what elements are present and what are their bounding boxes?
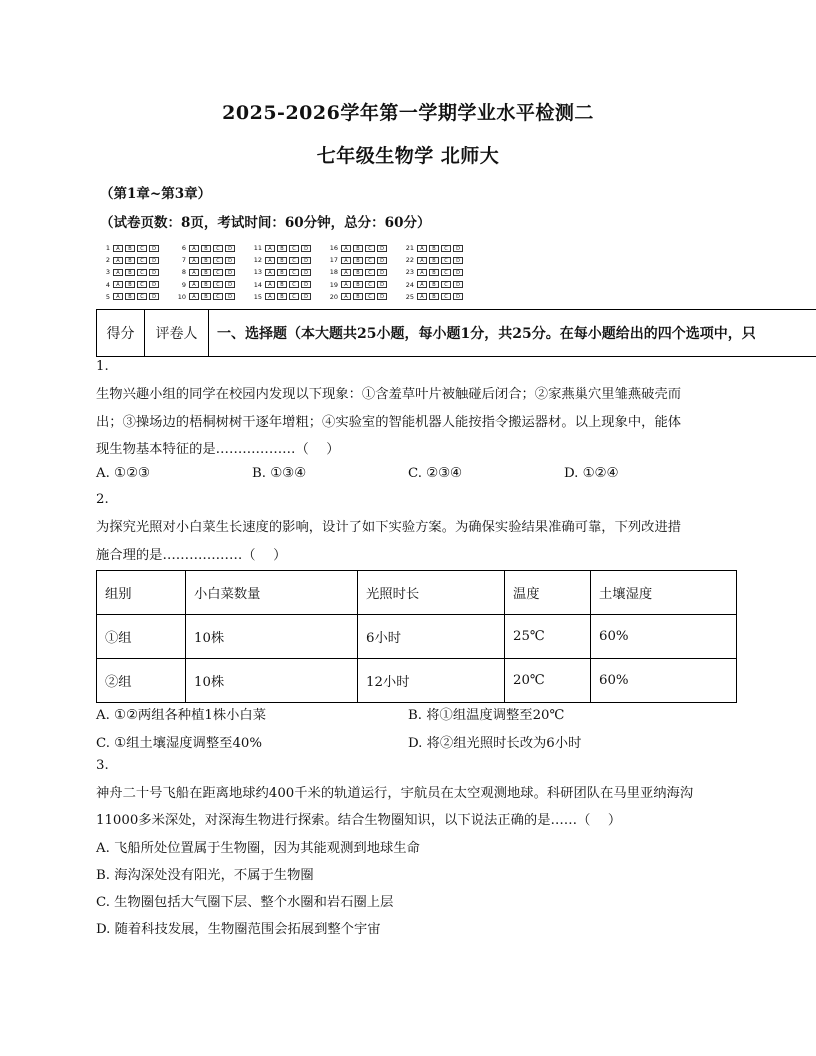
answer-bubble-c[interactable]: C — [289, 269, 299, 276]
answer-bubble-a[interactable]: A — [113, 281, 123, 288]
answer-bubble-d[interactable]: D — [301, 281, 311, 288]
answer-bubble-b[interactable]: B — [125, 269, 135, 276]
answer-sheet-item — [402, 279, 465, 291]
answer-bubble-d[interactable]: D — [301, 257, 311, 264]
answer-bubble-c[interactable]: C — [441, 281, 451, 288]
answer-sheet-question-number: 13 — [253, 268, 262, 277]
answer-bubble-c[interactable]: C — [137, 257, 147, 264]
answer-bubble-b[interactable]: B — [277, 245, 287, 252]
grader-cell: 评卷人 — [145, 310, 209, 356]
answer-bubble-a[interactable]: A — [113, 245, 123, 252]
answer-bubble-b[interactable]: B — [277, 281, 287, 288]
answer-sheet-question-number: 17 — [329, 256, 338, 265]
answer-sheet-item — [174, 254, 237, 266]
answer-bubble-a[interactable]: A — [189, 257, 199, 264]
answer-bubble-a[interactable]: A — [189, 245, 199, 252]
answer-sheet-question-number: 1 — [105, 244, 110, 252]
answer-bubble-c[interactable]: C — [213, 281, 223, 288]
table-cell: 10株 — [186, 615, 358, 659]
answer-bubble-d[interactable]: D — [149, 257, 159, 264]
answer-sheet-item — [402, 242, 465, 254]
answer-sheet-question-number: 25 — [405, 292, 414, 301]
q2-number: 2. — [96, 492, 109, 507]
answer-bubble-a[interactable]: A — [417, 281, 427, 288]
answer-sheet-question-number: 19 — [329, 280, 338, 289]
answer-bubble-b[interactable]: B — [429, 245, 439, 252]
table-cell: 60% — [591, 615, 737, 659]
answer-bubble-a[interactable]: A — [341, 281, 351, 288]
answer-bubble-a[interactable]: A — [417, 257, 427, 264]
answer-bubble-a[interactable]: A — [265, 269, 275, 276]
q3-stem-line2: 11000多米深处，对深海生物进行探索。结合生物圈知识，以下说法正确的是……（ ） — [96, 813, 622, 828]
answer-bubble-b[interactable]: B — [277, 257, 287, 264]
answer-sheet-item — [402, 254, 465, 266]
answer-bubble-b[interactable]: B — [125, 281, 135, 288]
answer-bubble-c[interactable]: C — [213, 293, 223, 300]
answer-sheet-row — [98, 279, 488, 291]
answer-bubble-c[interactable]: C — [137, 269, 147, 276]
answer-bubble-a[interactable]: A — [417, 245, 427, 252]
answer-sheet-item — [250, 242, 313, 254]
answer-bubble-a[interactable]: A — [189, 293, 199, 300]
answer-sheet-item — [174, 266, 237, 278]
answer-bubble-b[interactable]: B — [201, 281, 211, 288]
answer-sheet-item — [326, 242, 389, 254]
answer-sheet-item — [326, 279, 389, 291]
answer-bubble-b[interactable]: B — [201, 245, 211, 252]
answer-bubble-a[interactable]: A — [341, 245, 351, 252]
answer-bubble-a[interactable]: A — [417, 293, 427, 300]
exam-title: 2025-2026学年第一学期学业水平检测二 — [222, 102, 594, 124]
answer-sheet-question-number: 23 — [405, 268, 414, 277]
q2-stem-line2: 施合理的是………………（ ） — [96, 548, 287, 563]
answer-bubble-b[interactable]: B — [277, 269, 287, 276]
answer-sheet-question-number: 20 — [329, 292, 338, 301]
q1-stem-line2: 出；③操场边的梧桐树树干逐年增粗；④实验室的智能机器人能按指令搬运器材。以上现象中，能体 — [96, 415, 682, 430]
answer-bubble-d[interactable]: D — [377, 281, 387, 288]
answer-bubble-c[interactable]: C — [289, 281, 299, 288]
answer-bubble-d[interactable]: D — [301, 245, 311, 252]
answer-bubble-a[interactable]: A — [113, 269, 123, 276]
answer-sheet-question-number: 2 — [105, 256, 110, 265]
answer-sheet-question-number: 12 — [253, 256, 262, 265]
answer-sheet-item — [98, 242, 161, 254]
q3-option-d: D. 随着科技发展，生物圈范围会拓展到整个宇宙 — [96, 922, 381, 937]
answer-sheet-row — [98, 291, 488, 303]
answer-sheet-question-number: 9 — [181, 280, 186, 289]
answer-bubble-a[interactable]: A — [265, 245, 275, 252]
answer-sheet-question-number: 24 — [405, 280, 414, 289]
q1-option-a: A. ①②③ — [96, 466, 150, 481]
answer-bubble-d[interactable]: D — [225, 269, 235, 276]
table-cell: 6小时 — [358, 615, 505, 659]
q3-number: 3. — [96, 758, 109, 773]
answer-bubble-a[interactable]: A — [113, 293, 123, 300]
answer-bubble-c[interactable]: C — [441, 269, 451, 276]
answer-bubble-a[interactable]: A — [189, 269, 199, 276]
q2-option-c: C. ①组土壤湿度调整至40% — [96, 736, 263, 751]
answer-bubble-a[interactable]: A — [417, 269, 427, 276]
exam-info: （试卷页数：8页，考试时间：60分钟，总分：60分） — [100, 215, 431, 231]
answer-bubble-c[interactable]: C — [137, 281, 147, 288]
q1-option-b: B. ①③④ — [252, 466, 306, 481]
answer-sheet-row — [98, 242, 488, 254]
answer-bubble-b[interactable]: B — [125, 293, 135, 300]
table-cell: 60% — [591, 659, 737, 703]
answer-sheet-row — [98, 266, 488, 278]
answer-bubble-a[interactable]: A — [341, 269, 351, 276]
experiment-table — [96, 570, 737, 703]
answer-bubble-d[interactable]: D — [225, 257, 235, 264]
answer-sheet-item — [402, 291, 465, 303]
answer-sheet-item — [326, 266, 389, 278]
table-row — [97, 615, 737, 659]
answer-bubble-b[interactable]: B — [429, 293, 439, 300]
answer-sheet-question-number: 21 — [405, 244, 414, 252]
answer-bubble-c[interactable]: C — [213, 245, 223, 252]
answer-sheet-item — [250, 254, 313, 266]
answer-bubble-a[interactable]: A — [265, 293, 275, 300]
table-cell: 25℃ — [505, 615, 591, 659]
answer-sheet-item — [250, 279, 313, 291]
q3-option-b: B. 海沟深处没有阳光，不属于生物圈 — [96, 868, 314, 883]
answer-bubble-b[interactable]: B — [429, 269, 439, 276]
answer-bubble-d[interactable]: D — [453, 293, 463, 300]
answer-bubble-d[interactable]: D — [149, 245, 159, 252]
answer-bubble-b[interactable]: B — [353, 293, 363, 300]
answer-sheet-question-number: 5 — [105, 292, 110, 301]
answer-sheet-question-number: 18 — [329, 268, 338, 277]
answer-sheet-item — [250, 266, 313, 278]
answer-bubble-b[interactable]: B — [125, 257, 135, 264]
answer-sheet-question-number: 3 — [105, 268, 110, 277]
answer-sheet-question-number: 4 — [105, 280, 110, 289]
answer-bubble-d[interactable]: D — [453, 269, 463, 276]
score-table — [96, 309, 816, 357]
answer-bubble-a[interactable]: A — [265, 257, 275, 264]
table-cell: ②组 — [97, 659, 186, 703]
answer-sheet-question-number: 11 — [253, 244, 262, 252]
answer-bubble-d[interactable]: D — [377, 293, 387, 300]
answer-bubble-b[interactable]: B — [353, 281, 363, 288]
answer-sheet-item — [98, 279, 161, 291]
q2-option-d: D. 将②组光照时长改为6小时 — [408, 736, 582, 751]
q2-stem-line1: 为探究光照对小白菜生长速度的影响，设计了如下实验方案。为确保实验结果准确可靠，下列改进措 — [96, 520, 682, 535]
answer-bubble-d[interactable]: D — [149, 293, 159, 300]
answer-bubble-c[interactable]: C — [289, 293, 299, 300]
table-header-cell: 土壤湿度 — [591, 571, 737, 615]
answer-bubble-c[interactable]: C — [137, 245, 147, 252]
answer-bubble-c[interactable]: C — [441, 293, 451, 300]
answer-bubble-d[interactable]: D — [149, 269, 159, 276]
answer-bubble-d[interactable]: D — [225, 293, 235, 300]
answer-bubble-d[interactable]: D — [453, 245, 463, 252]
answer-bubble-b[interactable]: B — [201, 269, 211, 276]
table-cell: ①组 — [97, 615, 186, 659]
table-header-row — [97, 571, 737, 615]
answer-sheet-question-number: 10 — [177, 292, 186, 301]
answer-bubble-a[interactable]: A — [341, 293, 351, 300]
q1-number: 1. — [96, 359, 109, 374]
chapter-scope: （第1章~第3章） — [100, 186, 212, 202]
section-heading: 一、选择题（本大题共25小题，每小题1分，共25分。在每小题给出的四个选项中，只 — [217, 326, 756, 342]
answer-bubble-d[interactable]: D — [453, 281, 463, 288]
answer-bubble-b[interactable]: B — [201, 257, 211, 264]
answer-bubble-d[interactable]: D — [301, 293, 311, 300]
answer-bubble-a[interactable]: A — [341, 257, 351, 264]
answer-bubble-d[interactable]: D — [377, 257, 387, 264]
answer-sheet-item — [326, 254, 389, 266]
answer-bubble-b[interactable]: B — [353, 257, 363, 264]
answer-bubble-b[interactable]: B — [429, 257, 439, 264]
answer-sheet-question-number: 6 — [181, 244, 186, 252]
answer-sheet-item — [174, 279, 237, 291]
answer-bubble-c[interactable]: C — [365, 269, 375, 276]
table-header-cell: 小白菜数量 — [186, 571, 358, 615]
q1-option-d: D. ①②④ — [564, 466, 619, 481]
q1-stem-line1: 生物兴趣小组的同学在校园内发现以下现象：①含羞草叶片被触碰后闭合；②家燕巢穴里雏燕破壳而 — [96, 387, 682, 402]
q1-option-c: C. ②③④ — [408, 466, 462, 481]
answer-bubble-d[interactable]: D — [301, 269, 311, 276]
answer-bubble-c[interactable]: C — [365, 257, 375, 264]
answer-bubble-d[interactable]: D — [149, 281, 159, 288]
q1-stem-line3: 现生物基本特征的是………………（ ） — [96, 442, 340, 457]
answer-bubble-a[interactable]: A — [189, 281, 199, 288]
table-row — [97, 659, 737, 703]
answer-bubble-b[interactable]: B — [429, 281, 439, 288]
answer-sheet-item — [98, 254, 161, 266]
table-header-cell: 光照时长 — [358, 571, 505, 615]
answer-bubble-c[interactable]: C — [213, 257, 223, 264]
answer-sheet-question-number: 7 — [181, 256, 186, 265]
answer-bubble-d[interactable]: D — [225, 245, 235, 252]
answer-bubble-a[interactable]: A — [265, 281, 275, 288]
answer-bubble-c[interactable]: C — [365, 281, 375, 288]
score-cell: 得分 — [97, 310, 145, 356]
answer-sheet-item — [174, 291, 237, 303]
answer-bubble-d[interactable]: D — [225, 281, 235, 288]
answer-sheet-item — [250, 291, 313, 303]
answer-sheet-question-number: 15 — [253, 292, 262, 301]
q2-option-a: A. ①②两组各种植1株小白菜 — [96, 708, 267, 723]
answer-sheet-item — [326, 291, 389, 303]
table-cell: 20℃ — [505, 659, 591, 703]
table-cell: 10株 — [186, 659, 358, 703]
answer-sheet-question-number: 22 — [405, 256, 414, 265]
q3-option-c: C. 生物圈包括大气圈下层、整个水圈和岩石圈上层 — [96, 895, 394, 910]
answer-sheet-question-number: 8 — [181, 268, 186, 277]
answer-bubble-c[interactable]: C — [441, 245, 451, 252]
table-header-cell: 温度 — [505, 571, 591, 615]
answer-bubble-d[interactable]: D — [377, 269, 387, 276]
answer-sheet — [98, 242, 488, 303]
answer-bubble-b[interactable]: B — [201, 293, 211, 300]
answer-bubble-c[interactable]: C — [365, 293, 375, 300]
answer-bubble-c[interactable]: C — [137, 293, 147, 300]
answer-sheet-question-number: 14 — [253, 280, 262, 289]
answer-bubble-b[interactable]: B — [353, 245, 363, 252]
q2-option-b: B. 将①组温度调整至20℃ — [408, 708, 565, 723]
answer-bubble-c[interactable]: C — [441, 257, 451, 264]
exam-subtitle: 七年级生物学 北师大 — [316, 145, 500, 167]
answer-bubble-b[interactable]: B — [277, 293, 287, 300]
q3-stem-line1: 神舟二十号飞船在距离地球约400千米的轨道运行，宇航员在太空观测地球。科研团队在马里亚纳海沟 — [96, 786, 694, 801]
answer-sheet-item — [98, 291, 161, 303]
answer-sheet-item — [402, 266, 465, 278]
answer-sheet-row — [98, 254, 488, 266]
answer-bubble-c[interactable]: C — [365, 245, 375, 252]
answer-bubble-d[interactable]: D — [453, 257, 463, 264]
table-cell: 12小时 — [358, 659, 505, 703]
answer-bubble-d[interactable]: D — [377, 245, 387, 252]
answer-bubble-c[interactable]: C — [213, 269, 223, 276]
q3-option-a: A. 飞船所处位置属于生物圈，因为其能观测到地球生命 — [96, 841, 420, 856]
answer-bubble-a[interactable]: A — [113, 257, 123, 264]
answer-sheet-item — [174, 242, 237, 254]
answer-bubble-c[interactable]: C — [289, 257, 299, 264]
answer-bubble-b[interactable]: B — [353, 269, 363, 276]
table-header-cell: 组别 — [97, 571, 186, 615]
answer-bubble-b[interactable]: B — [125, 245, 135, 252]
answer-sheet-question-number: 16 — [329, 244, 338, 252]
answer-sheet-item — [98, 266, 161, 278]
answer-bubble-c[interactable]: C — [289, 245, 299, 252]
